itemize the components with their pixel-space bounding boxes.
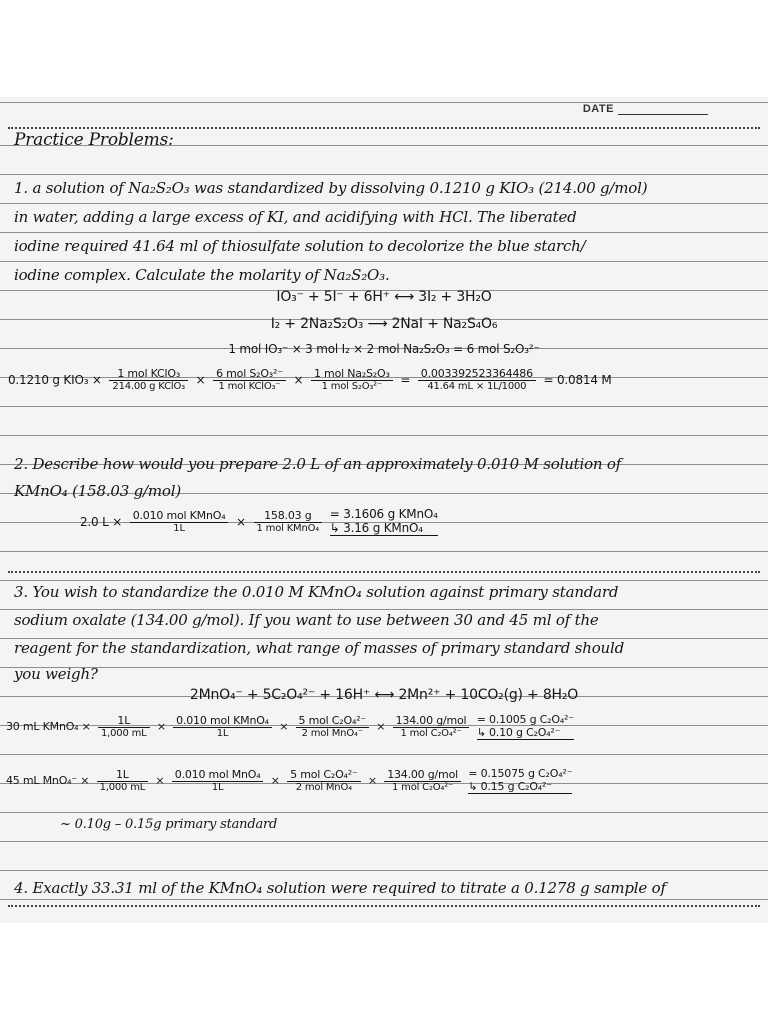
calc-result: = 0.1005 g C₂O₄²⁻ [476,713,574,726]
conversion-fraction: $\frac{1L}{1,000 mL}$ [98,714,150,739]
conversion-fraction: $\frac{\text{5 mol C₂O₄²⁻}}{\text{2 mol MnO₄⁻}}$ [296,714,369,739]
notebook-page [0,97,768,923]
calc-result: = 0.0814 M [543,372,612,387]
conversion-fraction: $\frac{1L}{1,000 mL}$ [97,768,149,793]
problem1-mole-ratio: 1 mol IO₃⁻ × 3 mol I₂ × 2 mol Na₂S₂O₃ = 6 mol S₂O₃²⁻ [228,342,540,356]
conversion-fraction: $\frac{\text{5 mol C₂O₄²⁻}}{\text{2 mol MnO₄}}$ [287,768,360,793]
problem1-line: iodine complex. Calculate the molarity of Na₂S₂O₃. [14,266,390,284]
section-dotted-rule [8,571,760,573]
calc-result-rounded: ↳ 0.15 g C₂O₄²⁻ [468,780,572,794]
problem1-reaction1: IO₃⁻ + 5I⁻ + 6H⁺ ⟷ 3I₂ + 3H₂O [276,289,492,305]
problem2-line: 2. Describe how would you prepare 2.0 L of an approximately 0.010 M solution of [14,455,622,473]
problem1-line: 1. a solution of Na₂S₂O₃ was standardized by dissolving 0.1210 g KIO₃ (214.00 g/mol) [14,179,648,197]
conversion-fraction: $\frac{\text{1 mol KClO₃}}{\text{214.00 g KClO₃}}$ [109,367,188,392]
conversion-fraction: $\frac{\text{6 mol S₂O₃²⁻}}{\text{1 mol KClO₃⁻}}$ [213,367,286,392]
problem3-answer: ~ 0.10g – 0.15g primary standard [60,817,278,832]
problem3-line: 3. You wish to standardize the 0.010 M KMnO₄ solution against primary standard [14,583,619,601]
conversion-fraction: $\frac{\text{0.010 mol MnO₄}}{1L}$ [172,768,264,793]
calc-result: = 3.1606 g KMnO₄ [329,507,438,521]
calc-start: 2.0 L × [80,514,123,529]
problem3-line: sodium oxalate (134.00 g/mol). If you want to use between 30 and 45 ml of the [14,611,599,629]
top-dotted-rule [8,127,760,129]
date-field [583,103,708,115]
calc-start: 45 mL MnO₄⁻ × [6,774,90,787]
calc-result: = 0.15075 g C₂O₄²⁻ [468,767,573,780]
conversion-fraction: $\frac{\text{1 mol Na₂S₂O₃}}{\text{1 mol S₂O₃²⁻}}$ [311,367,393,392]
date-label: DATE [582,103,614,115]
bottom-dotted-rule [8,905,760,907]
problem4-line: 4. Exactly 33.31 ml of the KMnO₄ solution were required to titrate a 0.1278 g sample of [14,879,666,897]
problem1-line: iodine required 41.64 ml of thiosulfate solution to decolorize the blue starch/ [14,237,586,255]
problem3-reaction: 2MnO₄⁻ + 5C₂O₄²⁻ + 16H⁺ ⟷ 2Mn²⁺ + 10CO₂(g) + 8H₂O [189,687,579,703]
conversion-fraction: $\frac{\text{134.00 g/mol}}{\text{1 mol C₂O₄²⁻}}$ [393,714,470,739]
problem3-line: you weigh? [14,665,98,683]
page-title: Practice Problems: [14,130,174,150]
problem1-calculation: 0.1210 g KIO₃ × $\frac{\text{1 mol KClO₃}}{\text{214.00 g KClO₃}}$ × $\frac{\text{6 mol S₂O₃²⁻}}{\text{1 mol KClO₃⁻}}$ × $\frac{\text{1 mol Na₂S₂O₃}}{\text{1 mol S₂O₃²⁻}}$ = $\frac{0.003392523364486}{41.64 mL \times 1L/1000}$ = 0.0814 M [8,367,612,392]
date-blank-line [618,114,708,115]
result-fraction: $\frac{0.003392523364486}{41.64 mL \times 1L/1000}$ [418,367,536,392]
problem1-line: in water, adding a large excess of KI, and acidifying with HCl. The liberated [14,208,577,226]
problem3-calculation-45ml: 45 mL MnO₄⁻ × $\frac{1L}{1,000 mL}$ × $\frac{\text{0.010 mol MnO₄}}{1L}$ × $\frac{\text{5 mol C₂O₄²⁻}}{\text{2 mol MnO₄}}$ × $\frac{\text{134.00 g/mol}}{\text{1 mol C₂O₄²⁻}}$ = 0.15075 g C₂O₄²⁻ ↳ 0.15 g C₂O₄²⁻ [6,767,573,793]
conversion-fraction: $\frac{\text{0.010 mol KMnO₄}}{1L}$ [173,714,272,739]
problem2-calculation: 2.0 L × $\frac{\text{0.010 mol KMnO₄}}{1L}$ × $\frac{158.03 g}{\text{1 mol KMnO₄}}$ = 3.1606 g KMnO₄ ↳ 3.16 g KMnO₄ [80,507,438,535]
calc-start: 0.1210 g KIO₃ × [8,372,102,387]
problem3-calculation-30ml: 30 mL KMnO₄ × $\frac{1L}{1,000 mL}$ × $\frac{\text{0.010 mol KMnO₄}}{1L}$ × $\frac{\text{5 mol C₂O₄²⁻}}{\text{2 mol MnO₄⁻}}$ × $\frac{\text{134.00 g/mol}}{\text{1 mol C₂O₄²⁻}}$ = 0.1005 g C₂O₄²⁻ ↳ 0.10 g C₂O₄²⁻ [6,713,574,739]
calc-start: 30 mL KMnO₄ × [6,720,91,733]
conversion-fraction: $\frac{158.03 g}{\text{1 mol KMnO₄}}$ [254,509,323,534]
calc-result-rounded: ↳ 0.10 g C₂O₄²⁻ [477,726,574,740]
conversion-fraction: $\frac{\text{134.00 g/mol}}{\text{1 mol C₂O₄²⁻}}$ [384,768,461,793]
calc-result-rounded: ↳ 3.16 g KMnO₄ [330,521,438,536]
conversion-fraction: $\frac{\text{0.010 mol KMnO₄}}{1L}$ [130,509,229,534]
problem3-line: reagent for the standardization, what range of masses of primary standard should [14,639,625,657]
problem1-reaction2: I₂ + 2Na₂S₂O₃ ⟶ 2NaI + Na₂S₄O₆ [270,316,498,332]
problem2-line: KMnO₄ (158.03 g/mol) [14,482,181,500]
